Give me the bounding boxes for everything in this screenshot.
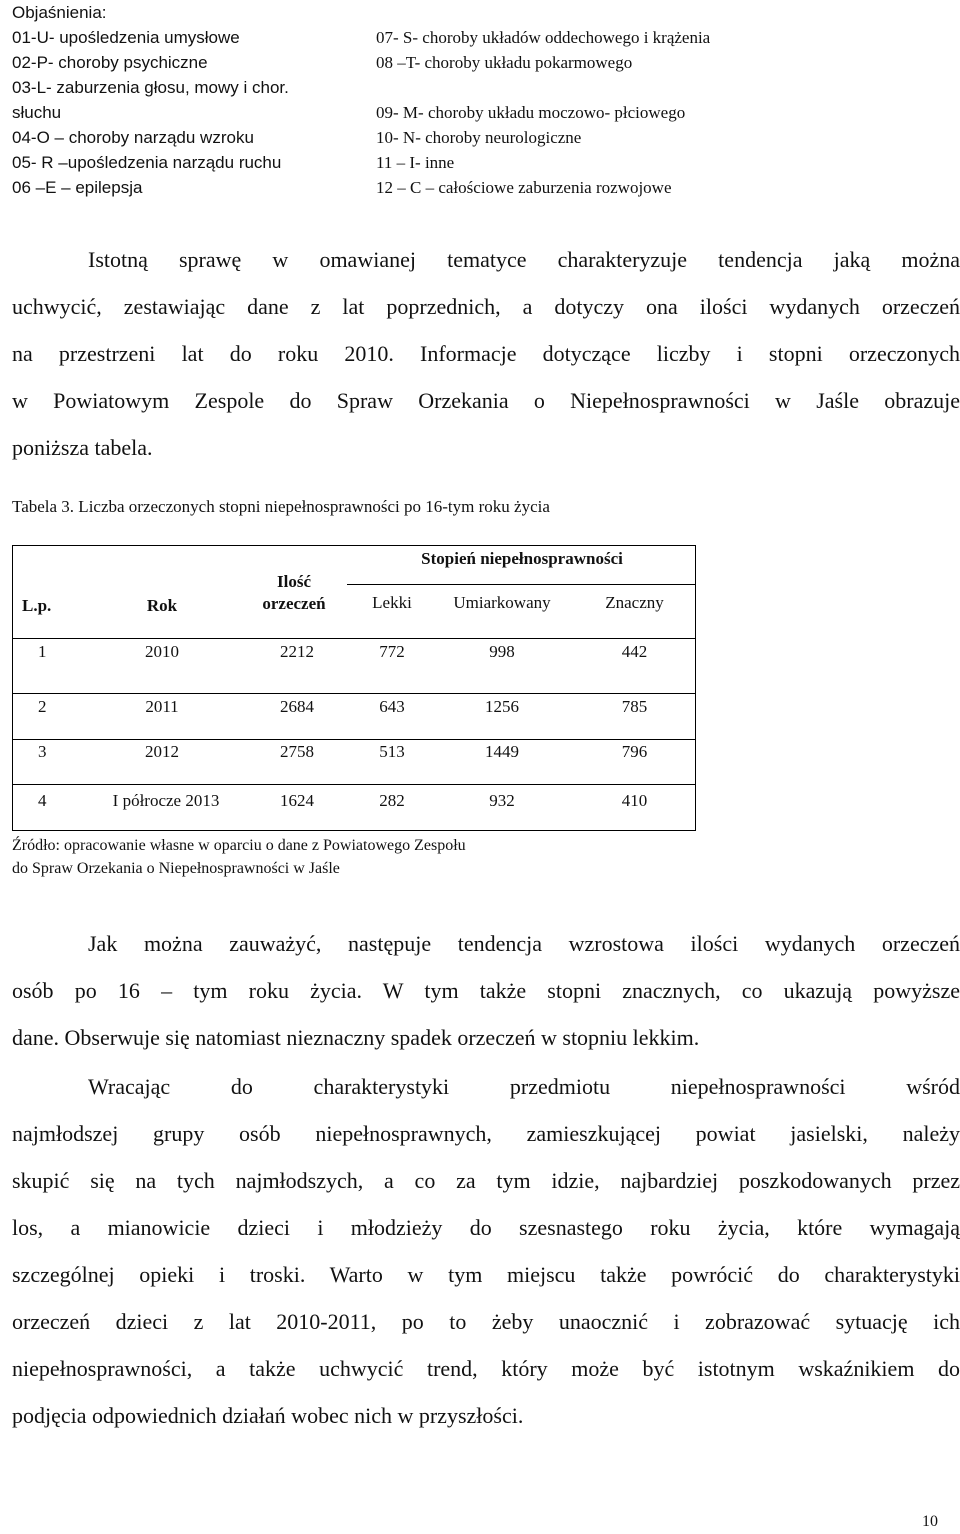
paragraph-line: skupić się na tych najmłodszych, a co za tym idzie, najbardziej poszkodowanych przez <box>12 1168 960 1193</box>
table-cell-lekki: 513 <box>379 742 405 761</box>
legend-item: 07- S- choroby układów oddechowego i krążenia <box>376 28 711 47</box>
paragraph-line: osób po 16 – tym roku życia. W tym także stopni znacznych, co ukazują powyższe <box>12 978 960 1003</box>
paragraph-line: orzeczeń dzieci z lat 2010-2011, po to żeby unaocznić i zobrazować sytuację ich <box>12 1309 960 1334</box>
legend-item: 05- R –upośledzenia narządu ruchu <box>12 153 282 172</box>
table-cell-rok: 2010 <box>145 642 179 661</box>
table-cell-ilosc: 2758 <box>280 742 314 761</box>
table-cell-lekki: 772 <box>379 642 405 661</box>
header-umiarkowany: Umiarkowany <box>453 593 551 612</box>
table-cell-znaczny: 410 <box>621 791 648 810</box>
paragraph-line: podjęcia odpowiednich działań wobec nich w przyszłości. <box>12 1403 524 1428</box>
legend-item: 08 –T- choroby układu pokarmowego <box>376 53 633 72</box>
source-line: Źródło: opracowanie własne w oparciu o dane z Powiatowego Zespołu <box>12 837 466 854</box>
paragraph-line: Jak można zauważyć, następuje tendencja wzrostowa ilości wydanych orzeczeń <box>88 931 960 956</box>
paragraph-line: Wracając do charakterystyki przedmiotu niepełnosprawności wśród <box>88 1074 960 1099</box>
legend-title: Objaśnienia: <box>12 3 107 22</box>
paragraph-line: w Powiatowym Zespole do Spraw Orzekania o Niepełnosprawności w Jaśle obrazuje <box>12 388 960 413</box>
legend-item: 04-O – choroby narządu wzroku <box>12 128 254 147</box>
header-znaczny: Znaczny <box>605 593 664 612</box>
header-rok: Rok <box>146 596 178 615</box>
table-cell-ilosc: 2684 <box>280 697 314 716</box>
table-cell-ilosc: 1624 <box>280 791 314 810</box>
legend-item: 06 –E – epilepsja <box>12 178 143 197</box>
paragraph-line: los, a mianowicie dzieci i młodzieży do szesnastego roku życia, które wymagają <box>12 1215 960 1240</box>
paragraph-line: uchwycić, zestawiając dane z lat poprzednich, a dotyczy ona ilości wydanych orzeczeń <box>12 294 960 319</box>
paragraph-line: poniższa tabela. <box>12 435 153 460</box>
header-lekki: Lekki <box>372 593 412 612</box>
table-cell-lp: 3 <box>38 742 47 761</box>
legend-item: 11 – I- inne <box>376 153 455 172</box>
table-cell-umiarkowany: 1256 <box>485 697 519 716</box>
paragraph-line: szczególnej opieki i troski. Warto w tym miejscu także powrócić do charakterystyki <box>12 1262 960 1287</box>
paragraph-line: najmłodszej grupy osób niepełnosprawnych, zamieszkującej powiat jasielski, należy <box>12 1121 960 1146</box>
disability-table <box>12 545 696 831</box>
table-source <box>12 834 466 880</box>
table-cell-rok: 2011 <box>145 697 179 716</box>
legend-left-column <box>12 25 289 200</box>
legend-spacer <box>376 75 710 100</box>
table-cell-umiarkowany: 932 <box>489 791 515 810</box>
paragraph-trend <box>12 920 960 1061</box>
table-caption: Tabela 3. Liczba orzeczonych stopni niepełnosprawności po 16-tym roku życia <box>12 497 550 516</box>
paragraph-intro <box>12 236 960 471</box>
table-cell-lekki: 282 <box>379 791 405 810</box>
table-cell-lp: 4 <box>38 791 47 810</box>
legend-item: 10- N- choroby neurologiczne <box>376 128 582 147</box>
paragraph-line: dane. Obserwuje się natomiast nieznaczny spadek orzeczeń w stopniu lekkim. <box>12 1025 700 1050</box>
table-cell-ilosc: 2212 <box>280 642 314 661</box>
table-cell-lp: 1 <box>38 642 47 661</box>
legend-item: 02-P- choroby psychiczne <box>12 53 208 72</box>
table-cell-umiarkowany: 1449 <box>485 742 519 761</box>
table-cell-rok: 2012 <box>145 742 179 761</box>
header-lp: L.p. <box>22 596 52 615</box>
legend-item: 09- M- choroby układu moczowo- płciowego <box>376 103 686 122</box>
table-cell-umiarkowany: 998 <box>489 642 515 661</box>
paragraph-line: Istotną sprawę w omawianej tematyce charakteryzuje tendencja jaką można <box>88 247 960 272</box>
paragraph-line: niepełnosprawności, a także uchwycić trend, który może być istotnym wskaźnikiem do <box>12 1356 960 1381</box>
legend-item: 03-L- zaburzenia głosu, mowy i chor. <box>12 78 289 97</box>
table-cell-lekki: 643 <box>379 697 405 716</box>
paragraph-children <box>12 1063 960 1439</box>
table-cell-lp: 2 <box>38 697 47 716</box>
legend-right-column <box>376 25 710 200</box>
legend-item: 01-U- upośledzenia umysłowe <box>12 28 240 47</box>
table-cell-znaczny: 796 <box>621 742 648 761</box>
page-number: 10 <box>922 1513 938 1530</box>
legend-item: słuchu <box>12 103 62 122</box>
legend-item: 12 – C – całościowe zaburzenia rozwojowe <box>376 178 672 197</box>
source-line: do Spraw Orzekania o Niepełnosprawności w Jaśle <box>12 860 340 877</box>
table-cell-rok: I półrocze 2013 <box>112 791 220 810</box>
paragraph-line: na przestrzeni lat do roku 2010. Informacje dotyczące liczby i stopni orzeczonych <box>12 341 960 366</box>
header-stopien: Stopień niepełnosprawności <box>421 549 623 568</box>
header-ilosc: Ilość orzeczeń <box>262 572 326 613</box>
table-cell-znaczny: 785 <box>621 697 648 716</box>
table-cell-znaczny: 442 <box>621 642 648 661</box>
